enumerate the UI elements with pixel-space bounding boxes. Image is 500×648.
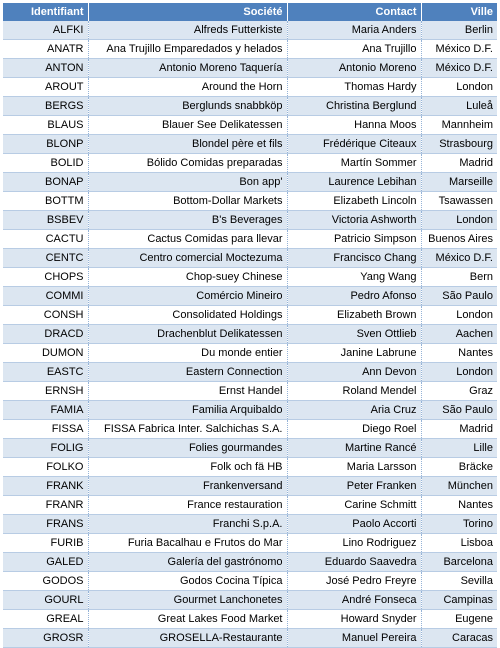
cell-contact[interactable]: Peter Franken xyxy=(287,477,421,496)
cell-contact[interactable]: Sven Ottlieb xyxy=(287,325,421,344)
cell-societe[interactable]: FISSA Fabrica Inter. Salchichas S.A. xyxy=(88,420,287,439)
cell-contact[interactable]: Janine Labrune xyxy=(287,344,421,363)
cell-ville[interactable]: São Paulo xyxy=(421,401,497,420)
table-row[interactable] xyxy=(3,306,497,325)
cell-contact[interactable]: Manuel Pereira xyxy=(287,629,421,648)
cell-identifiant[interactable]: ERNSH xyxy=(3,382,88,401)
cell-contact[interactable]: Thomas Hardy xyxy=(287,78,421,97)
table-row[interactable] xyxy=(3,192,497,211)
cell-ville[interactable]: London xyxy=(421,78,497,97)
table-row[interactable] xyxy=(3,21,497,40)
cell-contact[interactable]: Elizabeth Brown xyxy=(287,306,421,325)
cell-contact[interactable]: José Pedro Freyre xyxy=(287,572,421,591)
cell-contact[interactable]: Martín Sommer xyxy=(287,154,421,173)
cell-societe[interactable]: Bon app' xyxy=(88,173,287,192)
table-row[interactable] xyxy=(3,534,497,553)
cell-identifiant[interactable]: BERGS xyxy=(3,97,88,116)
cell-identifiant[interactable]: CHOPS xyxy=(3,268,88,287)
cell-ville[interactable]: Buenos Aires xyxy=(421,230,497,249)
cell-ville[interactable]: London xyxy=(421,306,497,325)
customers-table xyxy=(3,3,497,648)
cell-ville[interactable]: Torino xyxy=(421,515,497,534)
header-row xyxy=(3,3,497,21)
cell-ville[interactable]: Campinas xyxy=(421,591,497,610)
table-row[interactable] xyxy=(3,173,497,192)
cell-societe[interactable]: Gourmet Lanchonetes xyxy=(88,591,287,610)
cell-ville[interactable]: México D.F. xyxy=(421,249,497,268)
table-row[interactable] xyxy=(3,591,497,610)
cell-societe[interactable]: Galería del gastrónomo xyxy=(88,553,287,572)
cell-ville[interactable]: Graz xyxy=(421,382,497,401)
cell-contact[interactable]: Ana Trujillo xyxy=(287,40,421,59)
column-header-identifiant[interactable]: Identifiant xyxy=(3,3,88,21)
cell-identifiant[interactable]: CENTC xyxy=(3,249,88,268)
cell-societe[interactable]: Drachenblut Delikatessen xyxy=(88,325,287,344)
cell-contact[interactable]: Elizabeth Lincoln xyxy=(287,192,421,211)
cell-identifiant[interactable]: FAMIA xyxy=(3,401,88,420)
cell-societe[interactable]: Around the Horn xyxy=(88,78,287,97)
cell-societe[interactable]: Alfreds Futterkiste xyxy=(88,21,287,40)
table-row[interactable] xyxy=(3,515,497,534)
cell-identifiant[interactable]: ALFKI xyxy=(3,21,88,40)
cell-contact[interactable]: Maria Larsson xyxy=(287,458,421,477)
cell-identifiant[interactable]: CACTU xyxy=(3,230,88,249)
table-row[interactable] xyxy=(3,363,497,382)
cell-identifiant[interactable]: GROSR xyxy=(3,629,88,648)
cell-societe[interactable]: Ana Trujillo Emparedados y helados xyxy=(88,40,287,59)
column-header-contact[interactable]: Contact xyxy=(287,3,421,21)
cell-ville[interactable]: Strasbourg xyxy=(421,135,497,154)
cell-identifiant[interactable]: CONSH xyxy=(3,306,88,325)
cell-ville[interactable]: Marseille xyxy=(421,173,497,192)
cell-ville[interactable]: Bern xyxy=(421,268,497,287)
cell-societe[interactable]: Cactus Comidas para llevar xyxy=(88,230,287,249)
cell-ville[interactable]: Tsawassen xyxy=(421,192,497,211)
cell-identifiant[interactable]: ANATR xyxy=(3,40,88,59)
cell-contact[interactable]: Lino Rodriguez xyxy=(287,534,421,553)
cell-societe[interactable]: Comércio Mineiro xyxy=(88,287,287,306)
cell-ville[interactable]: Nantes xyxy=(421,496,497,515)
cell-contact[interactable]: Frédérique Citeaux xyxy=(287,135,421,154)
cell-identifiant[interactable]: AROUT xyxy=(3,78,88,97)
table-row[interactable] xyxy=(3,325,497,344)
table-row[interactable] xyxy=(3,458,497,477)
cell-identifiant[interactable]: BSBEV xyxy=(3,211,88,230)
cell-ville[interactable]: Berlin xyxy=(421,21,497,40)
table-row[interactable] xyxy=(3,629,497,648)
cell-identifiant[interactable]: EASTC xyxy=(3,363,88,382)
table-row[interactable] xyxy=(3,401,497,420)
cell-contact[interactable]: Patricio Simpson xyxy=(287,230,421,249)
cell-societe[interactable]: France restauration xyxy=(88,496,287,515)
cell-contact[interactable]: Howard Snyder xyxy=(287,610,421,629)
cell-identifiant[interactable]: BOLID xyxy=(3,154,88,173)
table-row[interactable] xyxy=(3,496,497,515)
cell-societe[interactable]: Bottom-Dollar Markets xyxy=(88,192,287,211)
cell-contact[interactable]: André Fonseca xyxy=(287,591,421,610)
cell-contact[interactable]: Yang Wang xyxy=(287,268,421,287)
cell-contact[interactable]: Hanna Moos xyxy=(287,116,421,135)
table-row[interactable] xyxy=(3,382,497,401)
table-row[interactable] xyxy=(3,572,497,591)
cell-societe[interactable]: Familia Arquibaldo xyxy=(88,401,287,420)
cell-societe[interactable]: Great Lakes Food Market xyxy=(88,610,287,629)
cell-societe[interactable]: Furia Bacalhau e Frutos do Mar xyxy=(88,534,287,553)
cell-contact[interactable]: Antonio Moreno xyxy=(287,59,421,78)
cell-identifiant[interactable]: BOTTM xyxy=(3,192,88,211)
cell-identifiant[interactable]: FISSA xyxy=(3,420,88,439)
cell-identifiant[interactable]: GODOS xyxy=(3,572,88,591)
cell-identifiant[interactable]: BONAP xyxy=(3,173,88,192)
table-row[interactable] xyxy=(3,211,497,230)
cell-ville[interactable]: México D.F. xyxy=(421,40,497,59)
cell-contact[interactable]: Roland Mendel xyxy=(287,382,421,401)
cell-contact[interactable]: Martine Rancé xyxy=(287,439,421,458)
cell-identifiant[interactable]: FRANS xyxy=(3,515,88,534)
table-row[interactable] xyxy=(3,268,497,287)
cell-societe[interactable]: Ernst Handel xyxy=(88,382,287,401)
cell-ville[interactable]: Luleå xyxy=(421,97,497,116)
cell-societe[interactable]: Folies gourmandes xyxy=(88,439,287,458)
cell-ville[interactable]: München xyxy=(421,477,497,496)
cell-ville[interactable]: London xyxy=(421,363,497,382)
table-row[interactable] xyxy=(3,59,497,78)
cell-ville[interactable]: México D.F. xyxy=(421,59,497,78)
cell-ville[interactable]: Lille xyxy=(421,439,497,458)
cell-societe[interactable]: Du monde entier xyxy=(88,344,287,363)
cell-ville[interactable]: Eugene xyxy=(421,610,497,629)
customers-sheet xyxy=(3,3,497,648)
table-row[interactable] xyxy=(3,249,497,268)
table-row[interactable] xyxy=(3,40,497,59)
cell-contact[interactable]: Pedro Afonso xyxy=(287,287,421,306)
cell-ville[interactable]: Mannheim xyxy=(421,116,497,135)
cell-identifiant[interactable]: GALED xyxy=(3,553,88,572)
cell-societe[interactable]: B's Beverages xyxy=(88,211,287,230)
cell-societe[interactable]: Antonio Moreno Taquería xyxy=(88,59,287,78)
table-row[interactable] xyxy=(3,97,497,116)
cell-identifiant[interactable]: ANTON xyxy=(3,59,88,78)
cell-identifiant[interactable]: FRANK xyxy=(3,477,88,496)
cell-identifiant[interactable]: COMMI xyxy=(3,287,88,306)
table-body xyxy=(3,21,497,648)
table-row[interactable] xyxy=(3,154,497,173)
cell-societe[interactable]: Folk och fä HB xyxy=(88,458,287,477)
table-row[interactable] xyxy=(3,477,497,496)
cell-ville[interactable]: São Paulo xyxy=(421,287,497,306)
cell-identifiant[interactable]: FURIB xyxy=(3,534,88,553)
cell-ville[interactable]: Lisboa xyxy=(421,534,497,553)
cell-ville[interactable]: Sevilla xyxy=(421,572,497,591)
table-row[interactable] xyxy=(3,439,497,458)
table-row[interactable] xyxy=(3,116,497,135)
cell-societe[interactable]: Berglunds snabbköp xyxy=(88,97,287,116)
cell-contact[interactable]: Eduardo Saavedra xyxy=(287,553,421,572)
table-row[interactable] xyxy=(3,553,497,572)
table-row[interactable] xyxy=(3,230,497,249)
cell-societe[interactable]: Centro comercial Moctezuma xyxy=(88,249,287,268)
column-header-societe[interactable]: Société xyxy=(88,3,287,21)
cell-identifiant[interactable]: DUMON xyxy=(3,344,88,363)
cell-societe[interactable]: Blondel père et fils xyxy=(88,135,287,154)
cell-societe[interactable]: Franchi S.p.A. xyxy=(88,515,287,534)
cell-societe[interactable]: Godos Cocina Típica xyxy=(88,572,287,591)
cell-contact[interactable]: Maria Anders xyxy=(287,21,421,40)
cell-ville[interactable]: Madrid xyxy=(421,154,497,173)
cell-identifiant[interactable]: DRACD xyxy=(3,325,88,344)
cell-identifiant[interactable]: BLONP xyxy=(3,135,88,154)
cell-contact[interactable]: Aria Cruz xyxy=(287,401,421,420)
cell-societe[interactable]: Blauer See Delikatessen xyxy=(88,116,287,135)
cell-contact[interactable]: Carine Schmitt xyxy=(287,496,421,515)
cell-societe[interactable]: GROSELLA-Restaurante xyxy=(88,629,287,648)
cell-ville[interactable]: Nantes xyxy=(421,344,497,363)
table-row[interactable] xyxy=(3,344,497,363)
cell-ville[interactable]: Barcelona xyxy=(421,553,497,572)
cell-identifiant[interactable]: FOLKO xyxy=(3,458,88,477)
cell-identifiant[interactable]: GREAL xyxy=(3,610,88,629)
table-row[interactable] xyxy=(3,78,497,97)
cell-identifiant[interactable]: FOLIG xyxy=(3,439,88,458)
cell-societe[interactable]: Bólido Comidas preparadas xyxy=(88,154,287,173)
cell-identifiant[interactable]: FRANR xyxy=(3,496,88,515)
cell-societe[interactable]: Consolidated Holdings xyxy=(88,306,287,325)
cell-ville[interactable]: Caracas xyxy=(421,629,497,648)
cell-contact[interactable]: Christina Berglund xyxy=(287,97,421,116)
cell-identifiant[interactable]: GOURL xyxy=(3,591,88,610)
cell-contact[interactable]: Laurence Lebihan xyxy=(287,173,421,192)
cell-contact[interactable]: Victoria Ashworth xyxy=(287,211,421,230)
table-row[interactable] xyxy=(3,135,497,154)
cell-societe[interactable]: Frankenversand xyxy=(88,477,287,496)
cell-contact[interactable]: Paolo Accorti xyxy=(287,515,421,534)
cell-contact[interactable]: Diego Roel xyxy=(287,420,421,439)
cell-contact[interactable]: Francisco Chang xyxy=(287,249,421,268)
table-row[interactable] xyxy=(3,287,497,306)
column-header-ville[interactable]: Ville xyxy=(421,3,497,21)
cell-ville[interactable]: Aachen xyxy=(421,325,497,344)
table-row[interactable] xyxy=(3,610,497,629)
cell-ville[interactable]: Madrid xyxy=(421,420,497,439)
cell-ville[interactable]: Bräcke xyxy=(421,458,497,477)
table-row[interactable] xyxy=(3,420,497,439)
cell-societe[interactable]: Eastern Connection xyxy=(88,363,287,382)
cell-societe[interactable]: Chop-suey Chinese xyxy=(88,268,287,287)
cell-identifiant[interactable]: BLAUS xyxy=(3,116,88,135)
cell-ville[interactable]: London xyxy=(421,211,497,230)
cell-contact[interactable]: Ann Devon xyxy=(287,363,421,382)
